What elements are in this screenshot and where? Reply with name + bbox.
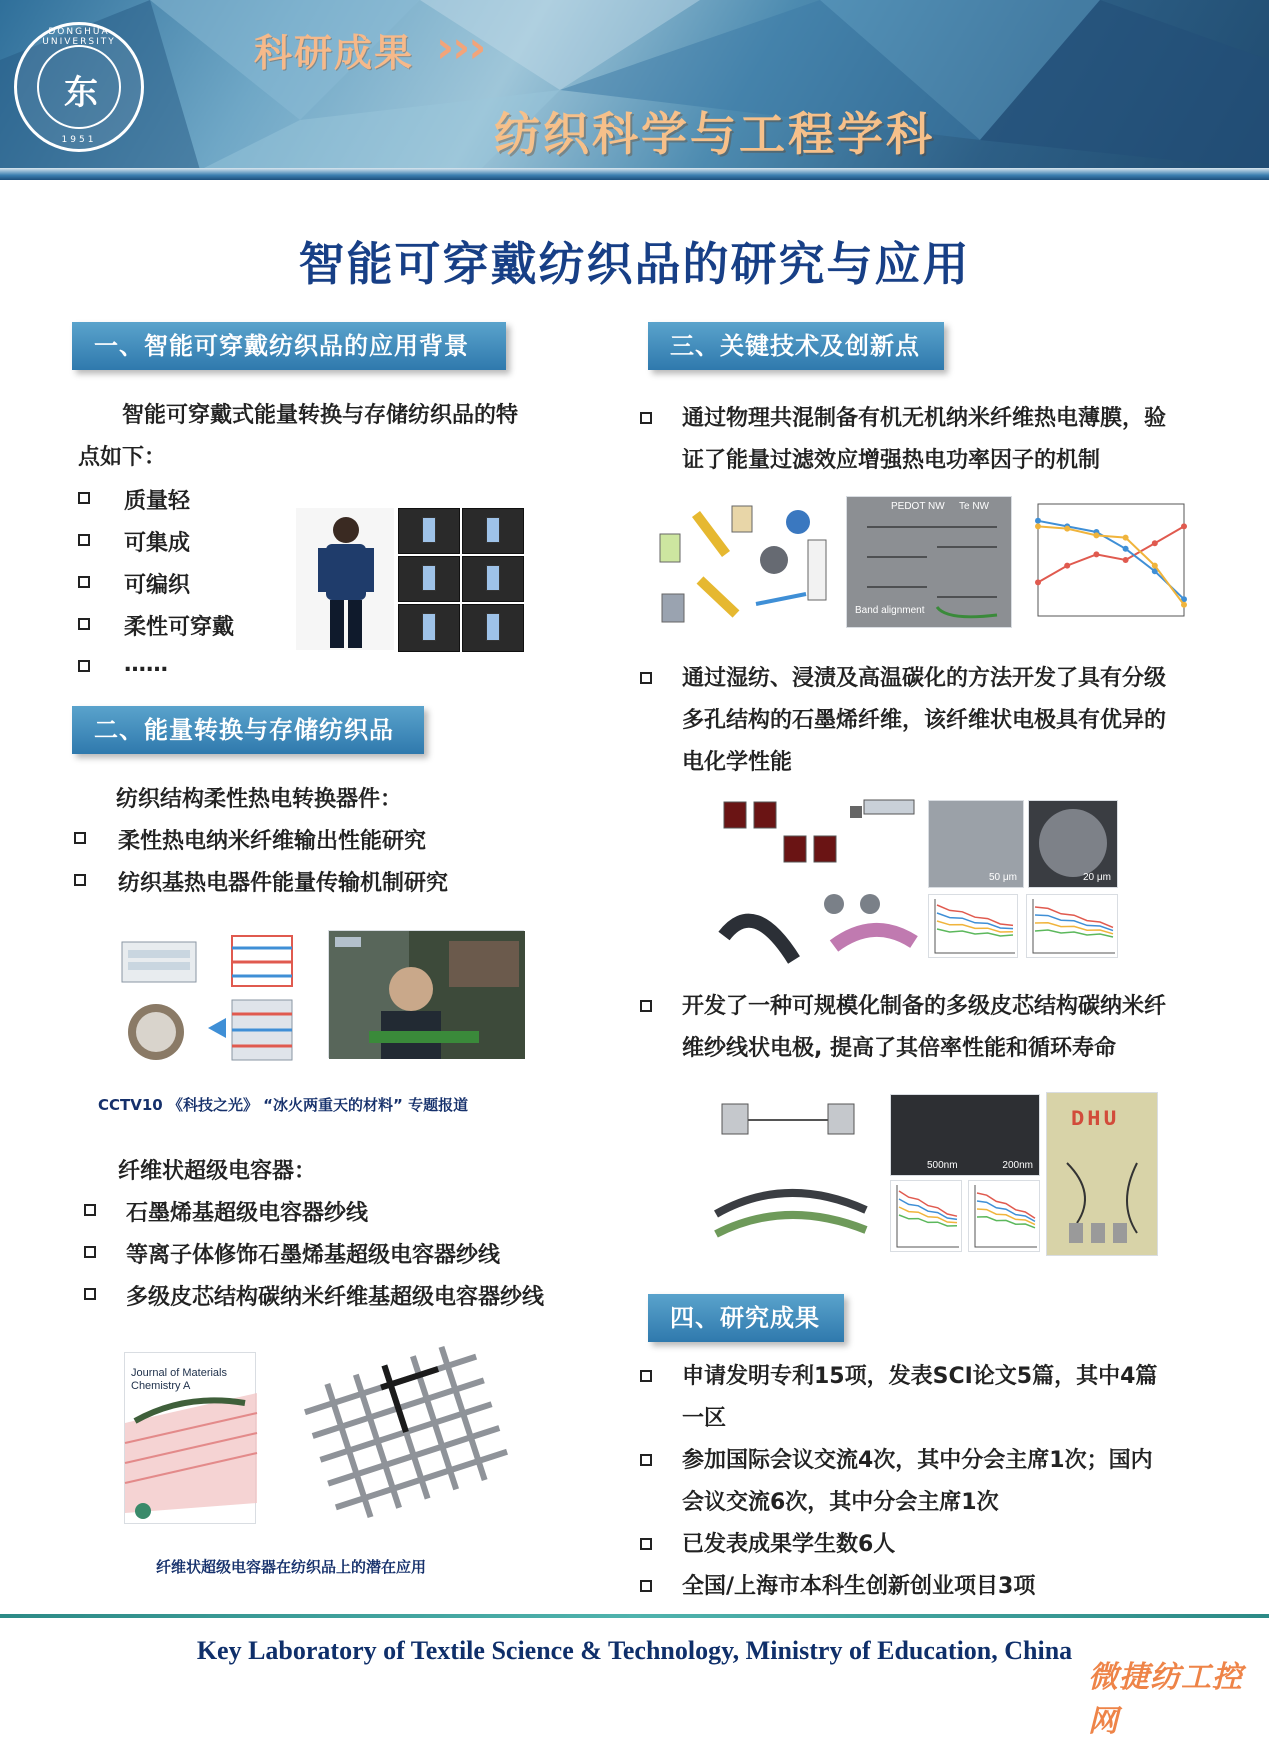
- sem2-label-b: 200nm: [1002, 1160, 1033, 1171]
- section1-intro-line2: 点如下：: [78, 445, 167, 470]
- checkbox-square-icon: [84, 1288, 96, 1300]
- led-label: DHU: [1071, 1107, 1120, 1132]
- fiber-sem-surface: [928, 800, 1024, 888]
- cctv-caption: CCTV10 《科技之光》 “冰火两重天的材料” 专题报道: [98, 1096, 469, 1114]
- plot-curve: [1035, 907, 1113, 927]
- checkbox-square-icon: [84, 1204, 96, 1216]
- category-label: 科研成果: [254, 31, 415, 75]
- journal-cover: [124, 1352, 256, 1524]
- logo-emblem: [37, 45, 121, 129]
- innovation-point-2: 通过湿纺、浸渍及高温碳化的方法开发了具有分级 多孔结构的石墨烯纤维，该纤维状电极具有优异的 电化学性能: [640, 658, 1260, 784]
- yarn-fabrication-schematic: [706, 1094, 874, 1256]
- plot-curve: [977, 1217, 1035, 1228]
- checkbox-square-icon: [78, 492, 90, 504]
- plot-point: [1152, 563, 1158, 569]
- checkbox-square-icon: [78, 576, 90, 588]
- fabric-caption: 纤维状超级电容器在纺织品上的潜在应用: [156, 1558, 427, 1576]
- plot-point: [1064, 563, 1070, 569]
- sem2-label-a: 500nm: [927, 1160, 958, 1171]
- thermo-device-diagram: [114, 928, 298, 1068]
- plot-point: [1064, 526, 1070, 532]
- plot-point: [1123, 546, 1129, 552]
- result-item: 全国/上海市本科生创新创业项目3项: [640, 1566, 1260, 1608]
- demo-person-photo: [296, 508, 394, 650]
- phone-demo-cell: [462, 604, 524, 652]
- innovation-point-1: 通过物理共混制备有机无机纳米纤维热电薄膜，验 证了能量过滤效应增强热电功率因子的机制: [640, 398, 1260, 482]
- sem-band-alignment-figure: [846, 496, 1012, 628]
- header-banner: [0, 0, 1269, 180]
- chevron-right-icon: ›››: [436, 22, 485, 73]
- phone-demo-cell: [462, 508, 524, 554]
- thermo-device-figure: [114, 928, 298, 1068]
- footer-divider: [0, 1614, 1269, 1618]
- result-item: 参加国际会议交流4次，其中分会主席1次；国内 会议交流6次，其中分会主席1次: [640, 1440, 1260, 1524]
- electrochem-curves-a: [929, 895, 1019, 959]
- university-logo: [14, 22, 144, 152]
- footer-lab-name: Key Laboratory of Textile Science & Technology, Ministry of Education, China: [196, 1636, 1073, 1665]
- plot-point: [1035, 579, 1041, 585]
- checkbox-square-icon: [640, 1000, 652, 1012]
- wet-spinning-diagram: [714, 796, 920, 962]
- rate-curves-b: [969, 1181, 1041, 1253]
- device-wiring: [1047, 1093, 1159, 1257]
- section-heading-background: 一、智能可穿戴纺织品的应用背景: [72, 322, 506, 370]
- site-watermark: 微捷纺工控网: [1088, 1660, 1243, 1739]
- fabrication-schematic: [656, 494, 842, 630]
- section-heading-background: 三、关键技术及创新点: [648, 322, 944, 370]
- cctv-interview-still: [328, 930, 524, 1058]
- fiber-sem-cross-section: [1028, 800, 1118, 888]
- innovation-point-3: 开发了一种可规模化制备的多级皮芯结构碳纳米纤 维纱线状电极, 提高了其倍率性能和循环寿命: [640, 986, 1260, 1070]
- woven-fabric-figure: [306, 1352, 506, 1512]
- sem-label-left: PEDOT NW: [891, 501, 945, 512]
- graphene-fiber-process: [714, 796, 920, 962]
- checkbox-square-icon: [640, 412, 652, 424]
- scale-label-a: 50 μm: [989, 872, 1017, 883]
- section-heading-background: 四、研究成果: [648, 1294, 844, 1342]
- header-stripe: [0, 168, 1269, 180]
- phone-demo-cell: [398, 508, 460, 554]
- discipline-title: 纺织科学与工程学科: [494, 107, 935, 161]
- woven-grid-icon: [306, 1352, 506, 1512]
- poster-title: 智能可穿戴纺织品的研究与应用: [298, 237, 971, 291]
- plot-point: [1123, 535, 1129, 541]
- phone-demo-cell: [398, 604, 460, 652]
- sem-label-right: Te NW: [959, 501, 989, 512]
- thermoelectric-plot: [1018, 496, 1206, 636]
- plot-point: [1181, 523, 1187, 529]
- band-alignment-label: Band alignment: [855, 605, 925, 616]
- result-item: 已发表成果学生数6人: [640, 1524, 1260, 1566]
- rate-chart-a: [890, 1180, 962, 1252]
- checkbox-square-icon: [74, 832, 86, 844]
- checkbox-square-icon: [640, 1454, 652, 1466]
- fabrication-diagram: [656, 494, 842, 630]
- result-item: 申请发明专利15项，发表SCI论文5篇，其中4篇 一区: [640, 1356, 1260, 1440]
- electrochem-chart-a: [928, 894, 1018, 958]
- checkbox-square-icon: [640, 1580, 652, 1592]
- plot-curve: [1038, 521, 1184, 599]
- rate-curves-a: [891, 1181, 963, 1253]
- journal-title: Journal of Materials Chemistry A: [131, 1367, 227, 1392]
- plot-point: [1035, 523, 1041, 529]
- checkbox-square-icon: [640, 1370, 652, 1382]
- thermoelectric-chart: [1018, 496, 1206, 636]
- interview-scene: [329, 931, 525, 1059]
- led-device-photo: [1046, 1092, 1158, 1256]
- logo-glyph: 东: [64, 73, 98, 113]
- checkbox-square-icon: [74, 874, 86, 886]
- phone-demo-grid: [398, 508, 524, 652]
- checkbox-square-icon: [78, 660, 90, 672]
- plot-point: [1035, 518, 1041, 524]
- electrochem-curves-b: [1027, 895, 1119, 959]
- yarn-process-diagram: [706, 1094, 874, 1256]
- checkbox-square-icon: [78, 534, 90, 546]
- supercap-title: 纤维状超级电容器：: [118, 1159, 317, 1184]
- logo-ring-text: DONGHUA UNIVERSITY: [42, 27, 116, 47]
- phone-demo-cell: [398, 556, 460, 602]
- rate-chart-b: [968, 1180, 1040, 1252]
- electrochem-chart-b: [1026, 894, 1118, 958]
- checkbox-square-icon: [84, 1246, 96, 1258]
- plot-point: [1123, 557, 1129, 563]
- section1-intro-line1: 智能可穿戴式能量转换与存储纺织品的特: [122, 403, 519, 428]
- checkbox-square-icon: [640, 1538, 652, 1550]
- plot-axes: [935, 899, 1015, 953]
- thermo-title: 纺织结构柔性热电转换器件：: [116, 787, 403, 812]
- section-heading-background: 二、能量转换与存储纺织品: [72, 706, 424, 754]
- person-figure-icon: [296, 508, 394, 650]
- plot-point: [1181, 602, 1187, 608]
- yarn-sem-figure: [890, 1094, 1040, 1176]
- checkbox-square-icon: [640, 672, 652, 684]
- phone-demo-cell: [462, 556, 524, 602]
- checkbox-square-icon: [78, 618, 90, 630]
- plot-point: [1093, 551, 1099, 557]
- logo-year: 1951: [61, 135, 97, 145]
- plot-point: [1152, 540, 1158, 546]
- plot-point: [1093, 532, 1099, 538]
- plot-curve: [937, 913, 1013, 929]
- journal-cover-art: [125, 1353, 257, 1525]
- scale-label-b: 20 μm: [1083, 872, 1111, 883]
